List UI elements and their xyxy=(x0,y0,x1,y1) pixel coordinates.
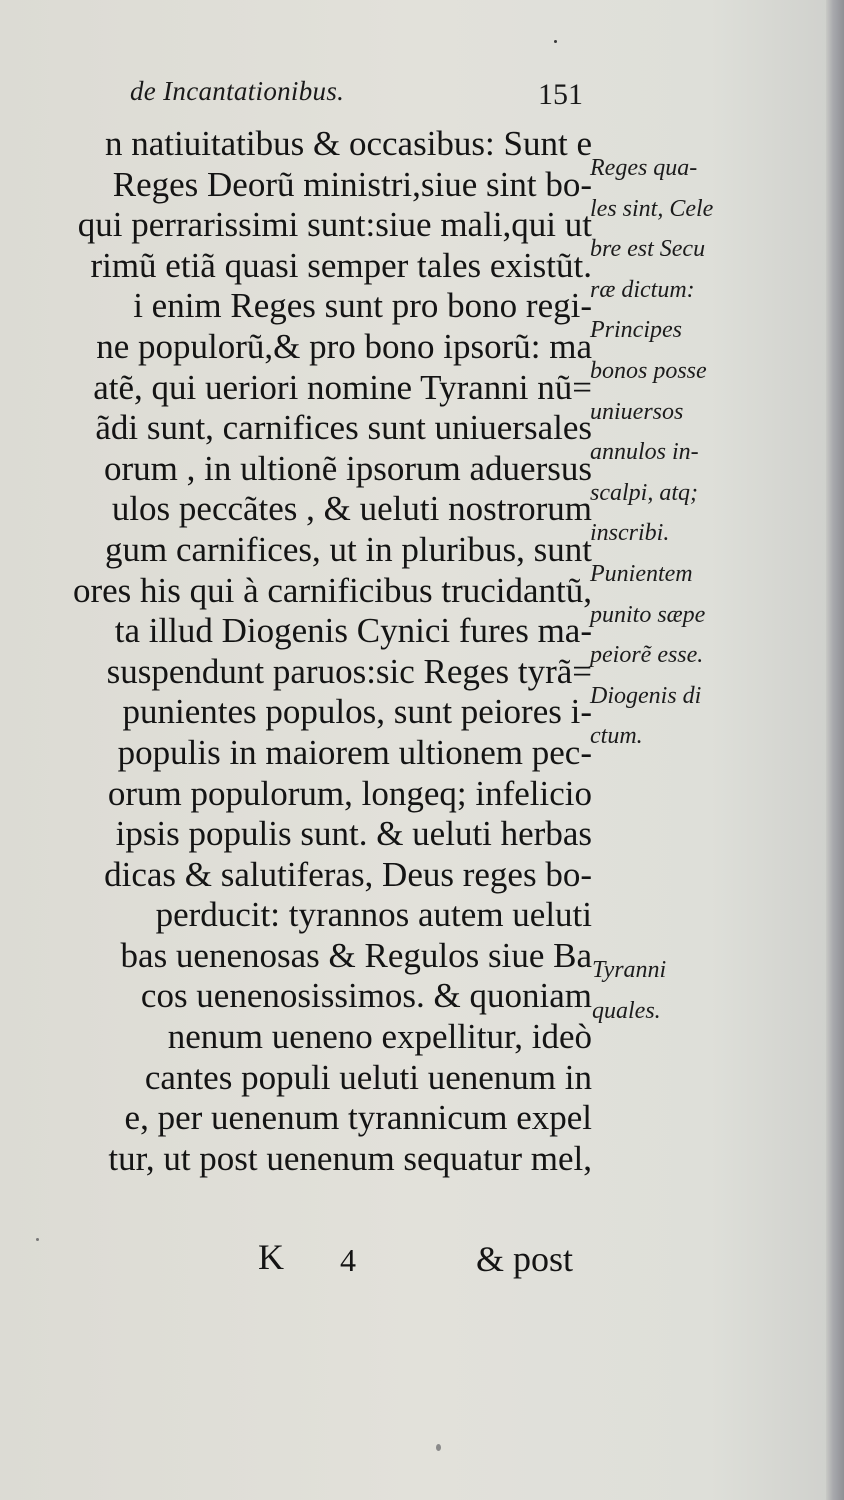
catchword: & post xyxy=(476,1239,574,1279)
margin-note-line: bonos posse xyxy=(590,357,707,384)
text-line: punientes populos, sunt peiores i- xyxy=(122,692,592,732)
margin-note-line: Principes xyxy=(590,317,682,344)
text-line: tur, ut post uenenum sequatur mel, xyxy=(108,1138,592,1178)
margin-note-line: annulos in- xyxy=(590,439,699,466)
text-line: e, per uenenum tyrannicum expel xyxy=(124,1098,592,1138)
margin-note-line: Tyranni xyxy=(592,957,667,983)
ink-speck xyxy=(436,1444,441,1451)
margin-note-line: ræ dictum: xyxy=(590,276,695,303)
text-line: suspendunt paruos:sic Reges tyrã= xyxy=(106,651,592,691)
main-text-block xyxy=(0,124,592,1179)
ink-speck xyxy=(36,1238,39,1241)
margin-note-line: Punientem xyxy=(590,560,693,587)
text-line: ores his qui à carnificibus trucidantũ, xyxy=(72,570,592,610)
margin-note-line: quales. xyxy=(592,997,661,1024)
text-line: populis in maiorem ultionem pec- xyxy=(117,732,592,772)
text-line: qui perrarissimi sunt:siue mali,qui ut xyxy=(77,205,592,245)
text-line: bas uenenosas & Regulos siue Ba xyxy=(120,935,592,975)
margin-note-line: uniuersos xyxy=(590,398,684,425)
margin-note-line: bre est Secu xyxy=(590,236,706,263)
margin-note-line: ctum. xyxy=(590,723,643,750)
text-line: ta illud Diogenis Cynici fures ma- xyxy=(114,611,592,651)
text-line: n natiuitatibus & occasibus: Sunt e xyxy=(104,124,592,163)
text-line: nenum ueneno expellitur, ideò xyxy=(167,1017,592,1057)
margin-note-line: punito sæpe xyxy=(590,601,706,628)
text-line: Reges Deorũ ministri,siue sint bo- xyxy=(112,164,592,204)
margin-note-line: inscribi. xyxy=(590,520,670,547)
page-edge xyxy=(826,0,844,1500)
signature-number: 4 xyxy=(340,1242,356,1278)
text-line: orum , in ultionẽ ipsorum aduersus xyxy=(103,448,592,488)
page-number: 151 xyxy=(538,78,583,111)
text-line: ne populorũ,& pro bono ipsorũ: ma xyxy=(96,326,592,366)
margin-note-line: peiorẽ esse. xyxy=(590,642,704,669)
text-line: dicas & salutiferas, Deus reges bo- xyxy=(104,854,592,894)
marginal-notes xyxy=(590,148,746,757)
text-line: cantes populi ueluti uenenum in xyxy=(144,1057,592,1097)
running-head: de Incantationibus. xyxy=(130,76,345,106)
text-line: rimũ etiã quasi semper tales existũt. xyxy=(90,245,592,285)
margin-note-line: scalpi, atq; xyxy=(590,479,698,506)
ink-speck xyxy=(554,40,557,43)
text-line: ãdi sunt, carnifices sunt uniuersales xyxy=(95,408,592,448)
signature-mark: K xyxy=(258,1237,284,1277)
text-line: ipsis populis sunt. & ueluti herbas xyxy=(115,814,592,854)
text-line: perducit: tyrannos autem ueluti xyxy=(155,895,592,935)
text-line: gum carnifices, ut in pluribus, sunt xyxy=(104,529,592,569)
margin-note-line: les sint, Cele xyxy=(590,195,714,222)
text-line: ulos peccãtes , & ueluti nostrorum xyxy=(111,489,592,529)
margin-note-tyranni xyxy=(592,950,666,1031)
text-line: orum populorum, longeq; infelicio xyxy=(107,773,592,813)
margin-note-line: Reges qua- xyxy=(590,155,698,181)
margin-note-line: Diogenis di xyxy=(590,682,702,709)
text-line: cos uenenosissimos. & quoniam xyxy=(140,976,592,1016)
text-line: i enim Reges sunt pro bono regi- xyxy=(133,286,592,326)
text-line: atẽ, qui ueriori nomine Tyranni nũ= xyxy=(93,367,592,407)
